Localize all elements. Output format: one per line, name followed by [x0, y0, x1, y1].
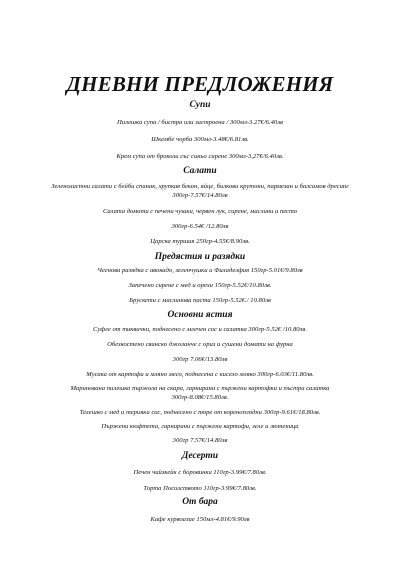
- section-heading-salads: Салати: [183, 166, 217, 176]
- menu-item: 300гр-6.54€ /12.80лв: [171, 223, 229, 230]
- section-heading-main-dishes: Основни ястия: [167, 310, 233, 320]
- menu-item: Маринована пилешка пържола на скара, гарнирана с пържени картофки и пъстра салатка 300гр-8.08€/15.80лв.: [70, 385, 330, 401]
- menu-item: Печен чийзкейк с боровинки 110гр-3.99€/7.80лв.: [133, 469, 267, 476]
- menu-item: Крем супа от броколи със синьо сирене 300мл-3,27€/6.40лв.: [116, 153, 284, 160]
- menu-item: Салата домати с печени чушки, червен лук, сирене, маслини и песто: [102, 208, 298, 215]
- menu-item: Обезкостено свинско джоланче с ориз и сушени домати на фурна: [107, 341, 293, 348]
- menu-item: Кафе курвоазие 150мл-4.81€/9.90лв: [150, 516, 250, 523]
- menu-item: Брускети с маслинова паста 150гр-5.52€./ 10.80лв: [129, 297, 271, 304]
- menu-item: Чеснова разядка с авокадо, зеленчушки и Филаделфия 150гр-5.01€/9.80лв: [97, 267, 303, 274]
- menu-item: 300гр 7.57€/14.80лв: [172, 437, 228, 444]
- section-heading-desserts: Десерти: [181, 451, 219, 461]
- section-heading-bar: От бара: [182, 497, 218, 507]
- section-heading-appetizers: Предястия и разядки: [154, 252, 246, 262]
- menu-item: Мусака от картофи и мляно месо, поднесена с кисело мляко 300гр-6.03€/11.80лв.: [86, 371, 314, 378]
- menu-item: Пържени кюфтета, гарнирани с пържени картофи, зеле и лютеница: [101, 423, 299, 430]
- menu-item: Пилешка супа / бистра или застроена / 300мл-3.27€/6.40лв: [117, 119, 283, 126]
- menu-item: 300гр 7.06€/13.80лв: [172, 356, 228, 363]
- menu-item: Торта Посолството 110гр-3.99€/7.80лв.: [143, 485, 257, 492]
- menu-item: Шкембе чорба 300мл-3.48€/6.81лв.: [151, 136, 249, 143]
- menu-item: Телешко с мед и терияки сос, поднесено с пюре от кореноплодни 300гр-9.61€/18.80лв.: [79, 409, 321, 416]
- menu-item: Царска туршия 250гр-4.55€/8.90лв.: [150, 238, 250, 245]
- menu-item: Запечено сирене с мед и орехи 150гр-5.52€/10.80лв.: [128, 282, 272, 289]
- menu-item: Зеленолистни салати с бейби спанак, хрупкав бекон, яйце, билкови крутони, пармезан и балсамов дресинг 300гр-7.57€/14.80лв: [51, 183, 349, 199]
- section-heading-soups: Супи: [189, 100, 211, 110]
- page-title: ДНЕВНИ ПРЕДЛОЖЕНИЯ: [66, 72, 334, 96]
- menu-item: Суфле от тиквички, поднесено с млечен сос и салатка 300гр-5.52€ /10.80лв.: [93, 326, 307, 333]
